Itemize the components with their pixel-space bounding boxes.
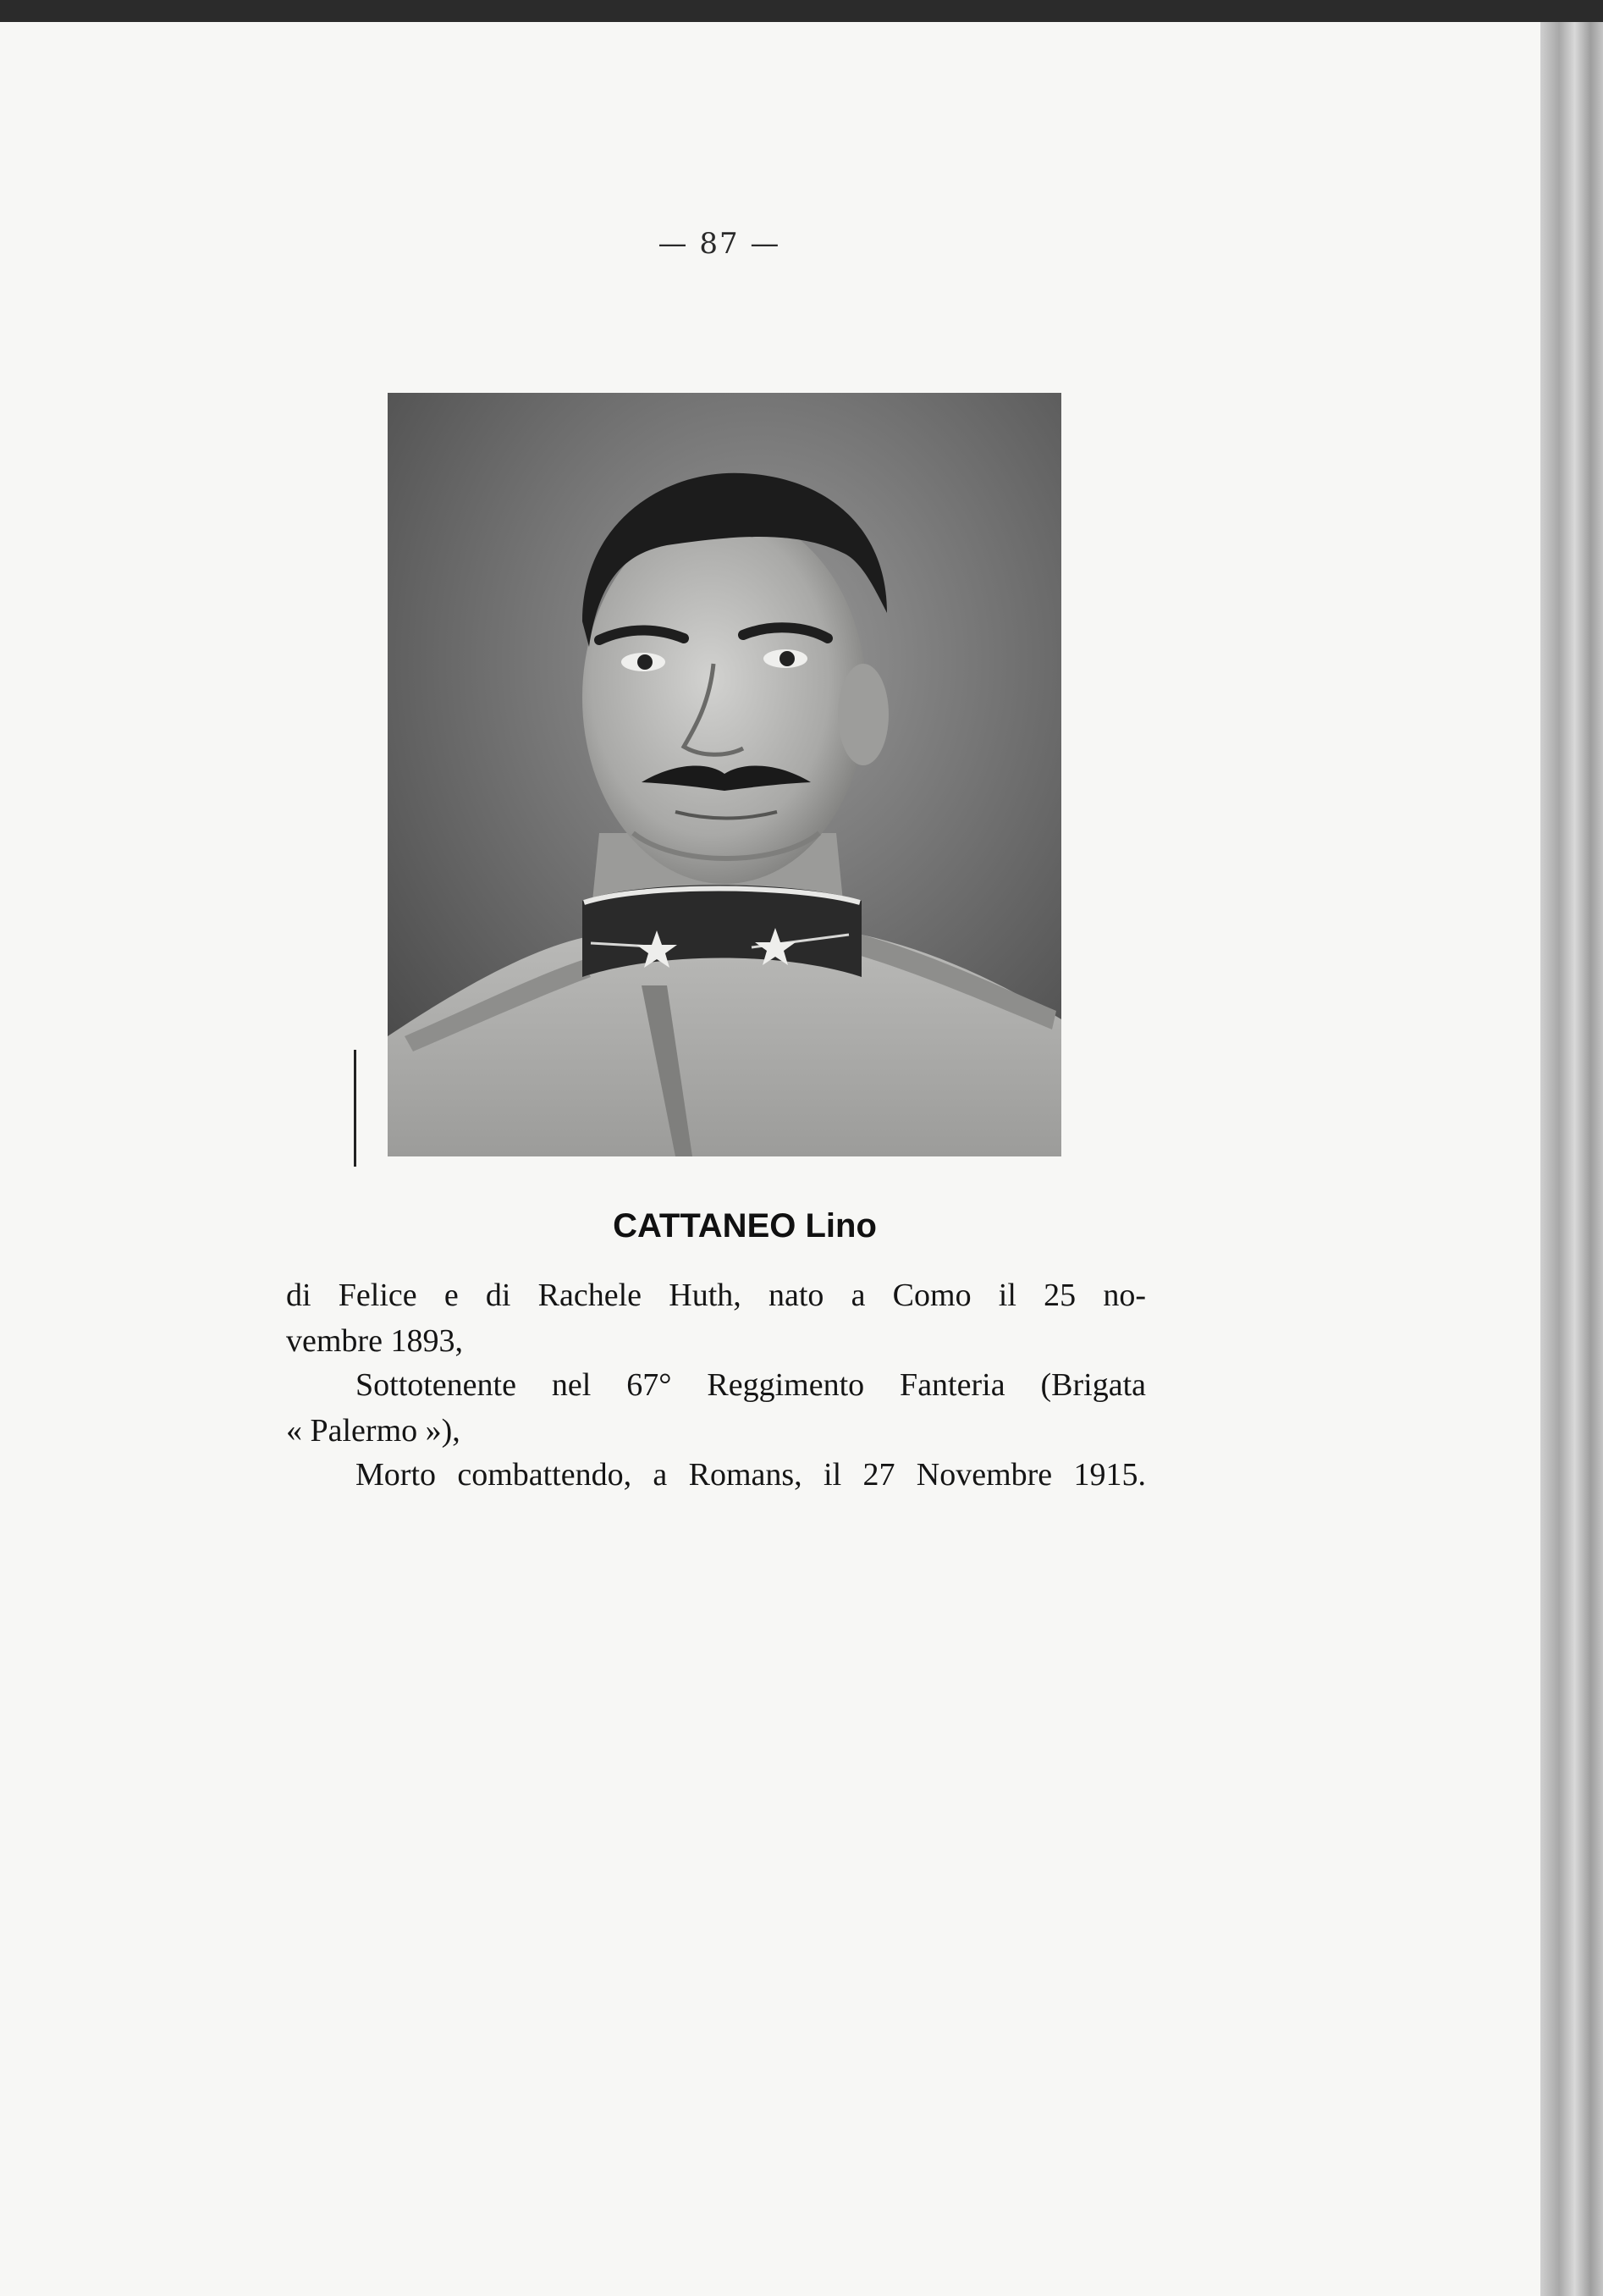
entry-line-4: « Palermo »), [286, 1413, 460, 1449]
entry-name-heading: CATTANEO Lino [613, 1207, 877, 1245]
entry-line-5: Morto combattendo, a Romans, il 27 Novembre 1915. [355, 1457, 1146, 1493]
page-number: — 87 — [658, 227, 781, 261]
entry-line-3: Sottotenente nel 67° Reggimento Fanteria (Brigata [355, 1367, 1146, 1403]
portrait-illustration [388, 393, 1061, 1156]
entry-line-2: vembre 1893, [286, 1323, 463, 1359]
book-page [0, 22, 1540, 2296]
portrait-photo [388, 393, 1061, 1156]
entry-line-1: di Felice e di Rachele Huth, nato a Como il 25 no- [286, 1278, 1146, 1313]
page-edge-stack [1540, 22, 1603, 2296]
margin-pencil-mark [354, 1050, 356, 1167]
scan-top-border [0, 0, 1603, 22]
